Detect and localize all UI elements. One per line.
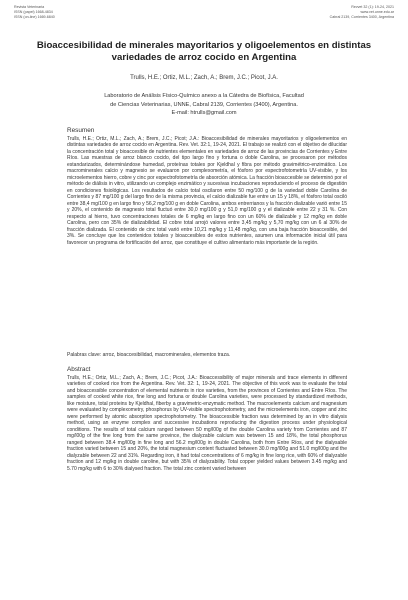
publisher-address: Cabral 2139, Corrientes 3400, Argentina <box>329 15 394 19</box>
resumen-section <box>67 128 347 246</box>
abstract-section <box>67 367 347 472</box>
keywords-text: Palabras clave: arroz, bioaccesibilidad, macrominerales, elementos traza. <box>67 352 231 358</box>
affiliation-line: de Ciencias Veterinarias, UNNE, Cabral 2139, Corrientes (3400), Argentina. <box>110 101 298 108</box>
abstract-heading: Abstract <box>67 366 91 373</box>
issn-online: ISSN (on-line) 1669-6840 <box>14 15 55 19</box>
resumen-heading: Resumen <box>67 127 95 134</box>
affiliation <box>40 92 368 118</box>
paper-title: Bioaccesibilidad de minerales mayoritarios y oligoelementos en distintas variedades de arroz cocido en Argentina <box>36 40 372 63</box>
journal-header-left <box>14 5 55 20</box>
keywords-section <box>67 352 347 359</box>
journal-header-right <box>330 5 394 20</box>
volume-info: Revvet 32 (1): 19-24, 2021 <box>351 5 394 9</box>
journal-name: Revista Veterinaria <box>14 5 45 9</box>
affiliation-line: Laboratorio de Análisis Físico-Químico anexo a la Cátedra de Biofísica, Facultad <box>104 93 304 99</box>
issn-paper: ISSN (papel) 1668-4834 <box>14 10 53 14</box>
resumen-text: Trulls, H.E.; Ortiz, M.L.; Zach, A.; Brem, J.C.; Picot; J.A.: Bioaccesibilidad de minerales mayoritarios y oligoelementos en distintas variedades de arroz cocido en Argentina. Rev. Vet. 32:1, 19-24, 2021. El trabajo se realizó con el objetivo de dilucidar la concentración total y bioaccesible de nutrientes elementales en variedades de arroz de las provincias de Corrientes y Entre Ríos. Las muestras de arroz blanco cocido, del tipo largo fino y fortuna o doble Carolina, se procesaron por métodos estandarizados, determinándose humedad, proteínas totales por Kjeldhal y fibra por método gravimétrico-enzimático. Los macrominerales calcio y magnesio se evaluaron por complexometría, el fósforo por espectrofotometría UV-visible, y los microelementos hierro, cobre y cinc por espectrofotometría de absorción atómica. La fracción bioaccesible se determinó por el método de diálisis in vitro, utilizando un complejo enzimático y sucesivas incubaciones reproduciendo el proceso de digestión en condiciones fisiológicas. Los resultados de calcio total oscilaron entre 50 mg/100 g de la variedad doble Carolina de Corrientes y 87 mg/100 g del largo fino de la misma provincia, el calcio dializable fue entre un 15 y 18%, el fósforo total osciló entre 38,4 mg/100 g en largo fino y 56,2 mg/100 g en doble Carolina, ambos entrerrianos y la fracción dializable varió entre 15 y 20%, el contenido de magnesio total fluctuó entre 30,0 mg/100 g y 51,0 mg/100 g y el dializable entre 22 y 31 %. Con respecto al hierro, tuvo concentraciones totales de 6 mg/kg en largo fino con un 60% de dializable y 12 mg/kg en doble Carolina, pero con 35% de dializabilidad. El cobre total arrojó valores entre 3,45 mg/kg y 5,70 mg/kg con un 6 al 30% de fracción dializada. El contenido de cinc total varió entre 10,21 mg/kg y 11,48 mg/kg, con una baja fracción bioaccesible, del 3%. Se concluye que los contenidos totales y bioaccesibles de estos nutrientes, asumen una información inicial útil para favorecer un programa de fortificación del arroz, que constituye el cultivo alimentario más importante de la región. <box>67 135 347 246</box>
author-email: E-mail: htrulls@gmail.com <box>171 110 237 117</box>
journal-url: www.vet.unne.edu.ar <box>360 10 394 14</box>
author-list: Trulls, H.E.; Ortiz, M.L.; Zach, A.; Brem, J.C.; Picot, J.A. <box>130 75 278 81</box>
abstract-text: Trulls, H.E.; Ortiz, M.L.; Zach, A.; Brem, J.C.; Picot, J.A.: Bioaccessibility of major minerals and trace elements in different varieties of cooked rice from the Argentina. Rev. Vet. 32: 1, 19-24, 2021. The objective of this work was to evaluate the total and bioaccessible concentration of elemental nutrients in rice varieties, from the provinces of Corrientes and Entre Ríos. The samples of cooked white rice, fine long and fortuna or double Carolina varieties, were processed by standardized methods, like moisture, total proteins by Kjeldhal, fiberby a gravimetric-enzymatic method. The macroelements calcium and magnesium were evaluated by complexometry, phosphorus by UV-visible spectrophotometry, and the microelements iron, copper and zinc were performed by atomic absorption spectrophotometry. The bioaccessible fraction was determined by an in vitro dialysis method, using an enzyme complex and successive incubations reproducing the digestion process under physiological conditions. The results of total calcium ranged between 50 mg/l00g of the double Carolina variety from Corrientes and 87 mg/l00g of the fine long from the same province, the dialyzable calcium was between 15 and 18%, the total phosphorus ranged between 38.4 mg/l00g in fine long and 56.2 mg/l00g in double Carolina, both from Entre Ríos, and the dialysable fraction varied between 15 and 20%, the total magnesium content fluctuated between 30.0 mg/l00g and 51.0 mg/l00g and the dialyzable between 22 and 31%. Regarding iron, it had total concentrations of 6 mg/kg in fine long rice, with 60% of dialyzable fraction and 12 mg/kg in double caroline, but with 35% of dialyzability. Total copper yielded values between 3.45 mg/kg and 5.70 mg/kg with 6 to 30% dialysed fraction. The total zinc content varied between <box>67 374 347 472</box>
